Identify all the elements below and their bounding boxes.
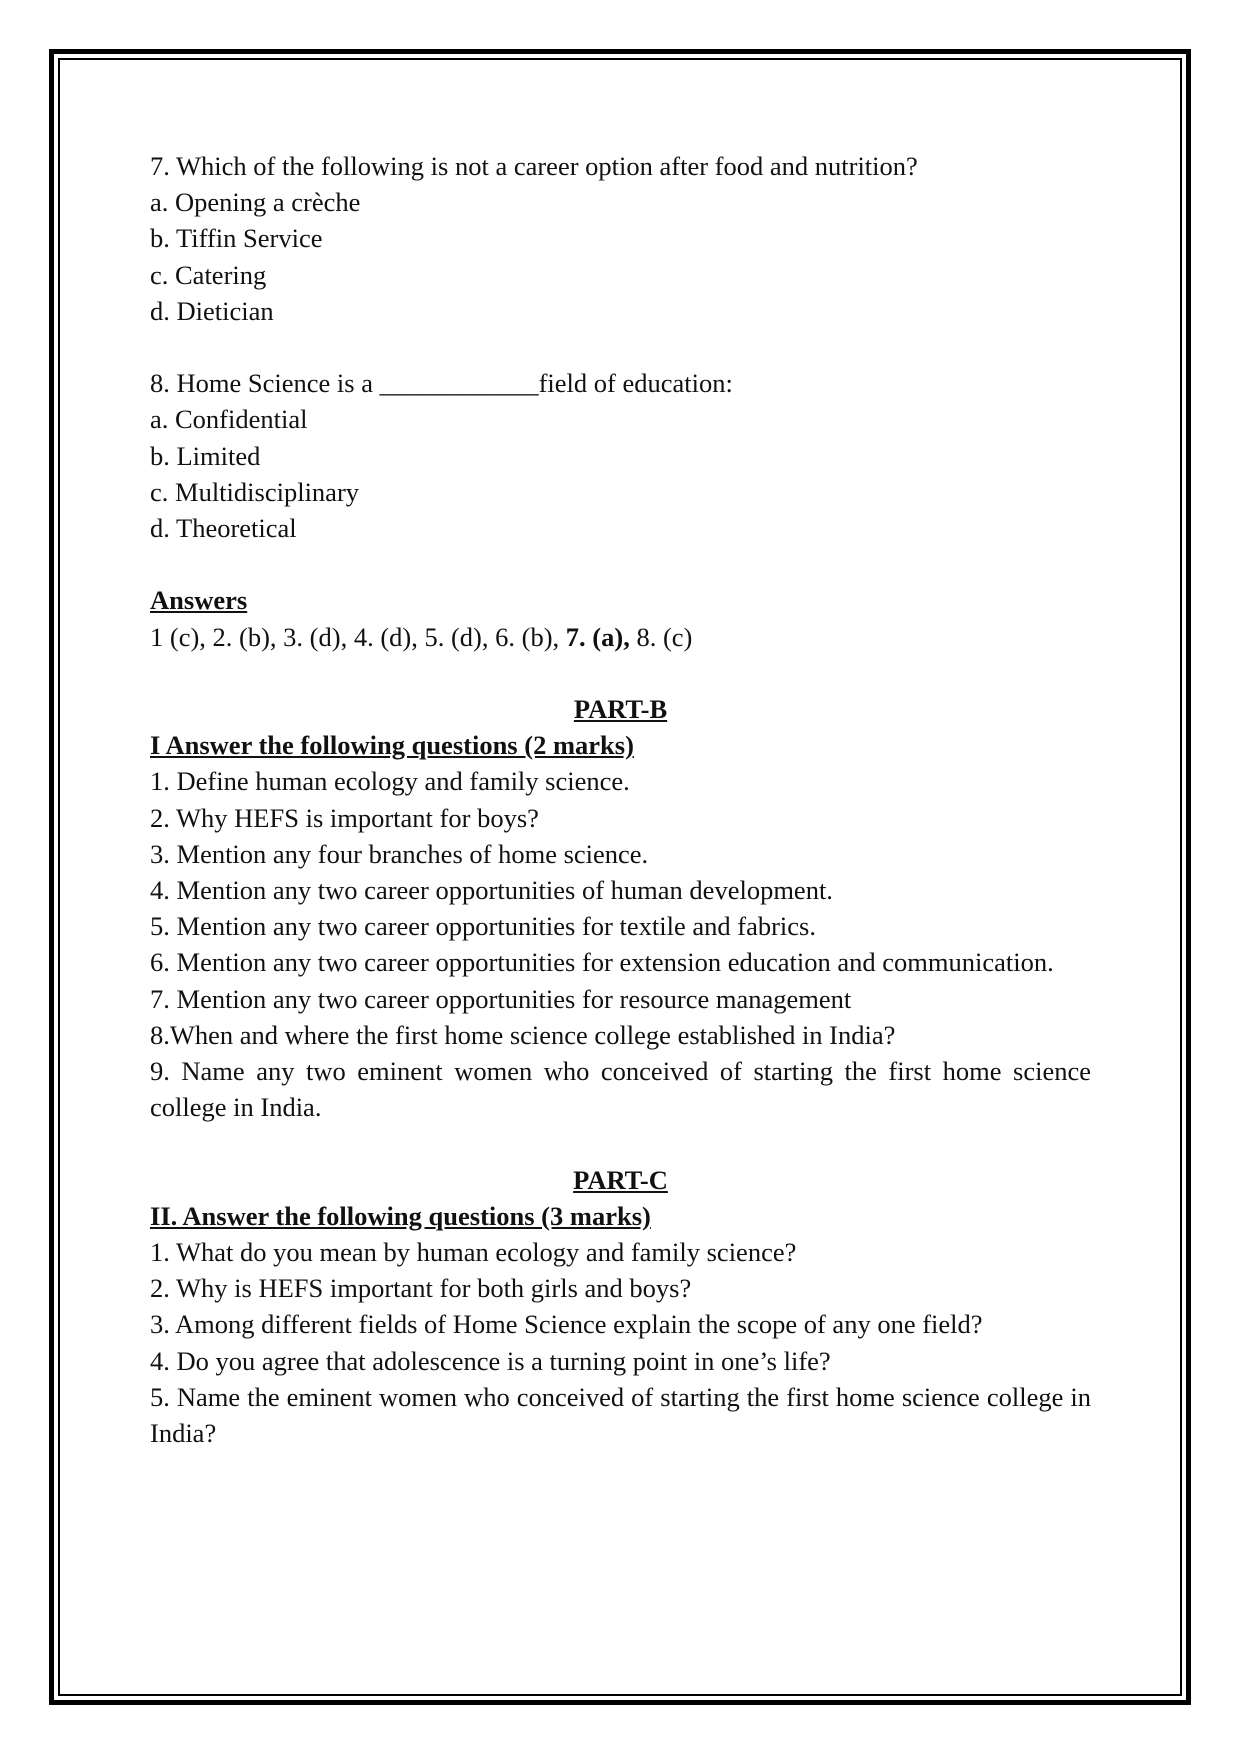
part-b-question-6: 6. Mention any two career opportunities for extension education and communication. bbox=[150, 947, 1054, 978]
option-b: b. Tiffin Service bbox=[150, 223, 323, 254]
answers-bold-text: 7. (a), bbox=[565, 621, 630, 652]
answers-section bbox=[150, 582, 1091, 654]
part-c-question-5: 5. Name the eminent women who conceived of starting the first home science college in India? bbox=[150, 1381, 1091, 1449]
part-b-question-3: 3. Mention any four branches of home science. bbox=[150, 838, 649, 869]
option-a: a. Confidential bbox=[150, 404, 308, 435]
answers-text: 1 (c), 2. (b), 3. (d), 4. (d), 5. (d), 6. (b), bbox=[150, 621, 566, 652]
answers-line bbox=[150, 619, 1091, 655]
answers-text-end: 8. (c) bbox=[629, 621, 693, 652]
part-b-question-1: 1. Define human ecology and family science. bbox=[150, 766, 630, 797]
part-b-question-4: 4. Mention any two career opportunities of human development. bbox=[150, 875, 833, 906]
part-b-title: PART-B bbox=[573, 694, 668, 724]
option-b: b. Limited bbox=[150, 440, 261, 471]
option-a: a. Opening a crèche bbox=[150, 187, 361, 218]
part-c-title: PART-C bbox=[573, 1164, 668, 1195]
option-d: d. Dietician bbox=[150, 295, 274, 326]
part-c-question-2: 2. Why is HEFS important for both girls and boys? bbox=[150, 1273, 692, 1304]
part-b-question-8: 8.When and where the first home science college established in India? bbox=[150, 1019, 896, 1050]
question-text: 7. Which of the following is not a career option after food and nutrition? bbox=[150, 151, 918, 181]
answers-heading: Answers bbox=[150, 585, 248, 616]
part-b-section bbox=[150, 691, 1091, 1125]
option-c: c. Catering bbox=[150, 259, 267, 290]
option-d: d. Theoretical bbox=[150, 513, 297, 544]
spacer bbox=[150, 1125, 1091, 1161]
part-b-question-9: 9. Name any two eminent women who conceived of starting the first home science college in India. bbox=[150, 1056, 1091, 1123]
mcq-question-8 bbox=[150, 365, 1091, 546]
part-c-question-4: 4. Do you agree that adolescence is a turning point in one’s life? bbox=[150, 1345, 831, 1376]
part-b-question-2: 2. Why HEFS is important for boys? bbox=[150, 802, 539, 833]
mcq-question-7 bbox=[150, 148, 1091, 329]
part-c-question-1: 1. What do you mean by human ecology and family science? bbox=[150, 1237, 797, 1268]
part-c-heading: II. Answer the following questions (3 marks) bbox=[150, 1200, 651, 1231]
part-c-section bbox=[150, 1162, 1091, 1452]
spacer bbox=[150, 655, 1091, 691]
part-c-question-3: 3. Among different fields of Home Science explain the scope of any one field? bbox=[150, 1309, 983, 1340]
spacer bbox=[150, 329, 1091, 365]
spacer bbox=[150, 546, 1091, 582]
worksheet-content bbox=[150, 148, 1091, 1451]
part-b-heading: I Answer the following questions (2 marks) bbox=[150, 730, 634, 761]
option-c: c. Multidisciplinary bbox=[150, 476, 360, 507]
part-b-question-7: 7. Mention any two career opportunities for resource management bbox=[150, 983, 852, 1014]
question-text: 8. Home Science is a ____________field of education: bbox=[150, 368, 733, 399]
part-b-question-5: 5. Mention any two career opportunities for textile and fabrics. bbox=[150, 911, 816, 942]
